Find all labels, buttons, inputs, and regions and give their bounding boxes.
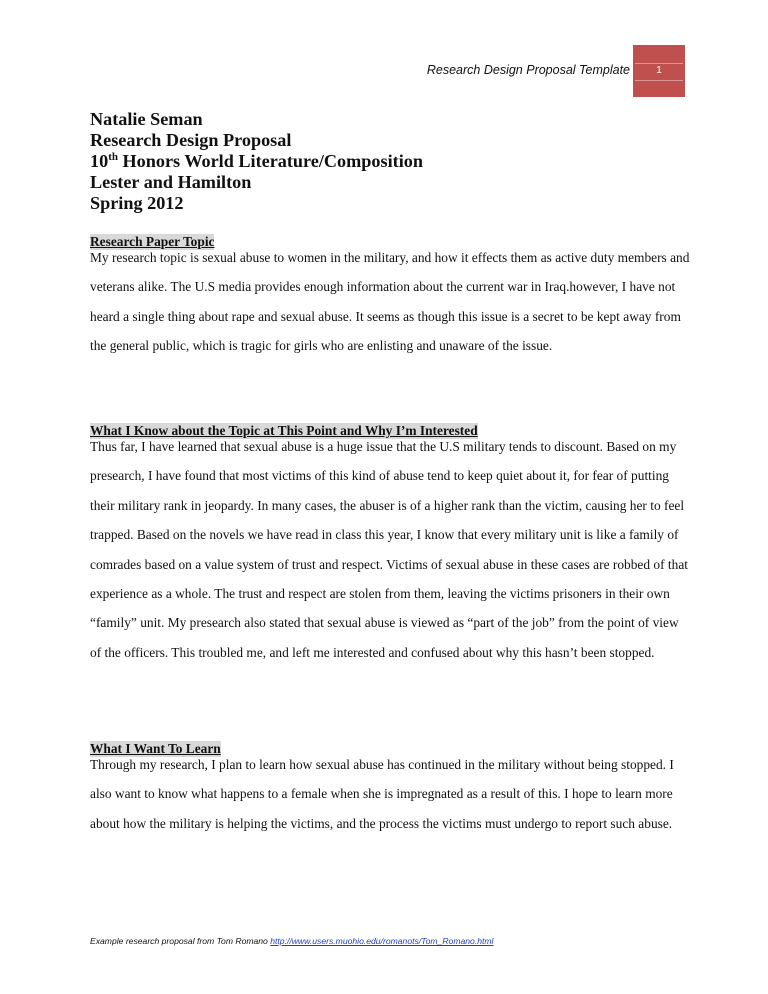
section-heading: What I Want To Learn (90, 741, 221, 756)
section-body: My research topic is sexual abuse to women in the military, and how it effects them as active duty members and veterans alike. The U.S media provides enough information about the current war in Iraq.however, I have not heard a single thing about rape and sexual abuse. It seems as though this issue is a secret to be kept away from the general public, which is tragic for girls who are enlisting and unaware of the issue. (90, 250, 690, 354)
course-name (90, 151, 423, 172)
teacher-names: Lester and Hamilton (90, 172, 252, 192)
author-name: Natalie Seman (90, 109, 203, 129)
course-grade-suffix: th (108, 150, 118, 163)
footer-text: Example research proposal from Tom Romano (90, 936, 271, 946)
section-heading: What I Know about the Topic at This Point and Why I’m Interested (90, 423, 478, 438)
header-title: Research Design Proposal Template (426, 63, 630, 77)
section-what-i-want-to-learn (90, 741, 690, 838)
term: Spring 2012 (90, 193, 184, 213)
section-heading: Research Paper Topic (90, 234, 215, 249)
footer-link[interactable]: http://www.users.muohio.edu/romanots/Tom_Romano.html (270, 936, 494, 946)
section-what-i-know (90, 423, 690, 667)
footer (90, 936, 493, 946)
page-number: 1 (656, 65, 662, 76)
section-body: Through my research, I plan to learn how sexual abuse has continued in the military without being stopped. I also want to know what happens to a female when she is impregnated as a result of this. I hope to learn more about how the military is helping the victims, and the process the victims must undergo to report such abuse. (90, 757, 674, 831)
course-title: Honors World Literature/Composition (117, 151, 423, 171)
course-grade: 10 (90, 151, 109, 171)
section-research-topic (90, 234, 690, 361)
section-body: Thus far, I have learned that sexual abuse is a huge issue that the U.S military tends to discount. Based on my presearch, I have found that most victims of this kind of abuse tend to keep quiet about it, for fear of putting their military rank in jeopardy. In many cases, the abuser is of a higher rank than the victim, causing her to feel trapped. Based on the novels we have read in class this year, I know that every military unit is like a family of comrades based on a value system of trust and respect. Victims of sexual abuse in these cases are robbed of that experience as a whole. The trust and respect are stolen from them, leaving the victims prisoners in their own “family” unit. My presearch also stated that sexual abuse is viewed as “part of the job” from the point of view of the officers. This troubled me, and left me interested and confused about why this hasn’t been stopped. (90, 439, 688, 660)
document-title: Research Design Proposal (90, 130, 292, 150)
page-number-band (635, 63, 683, 81)
page-number-badge (633, 45, 685, 97)
title-block (90, 109, 423, 214)
